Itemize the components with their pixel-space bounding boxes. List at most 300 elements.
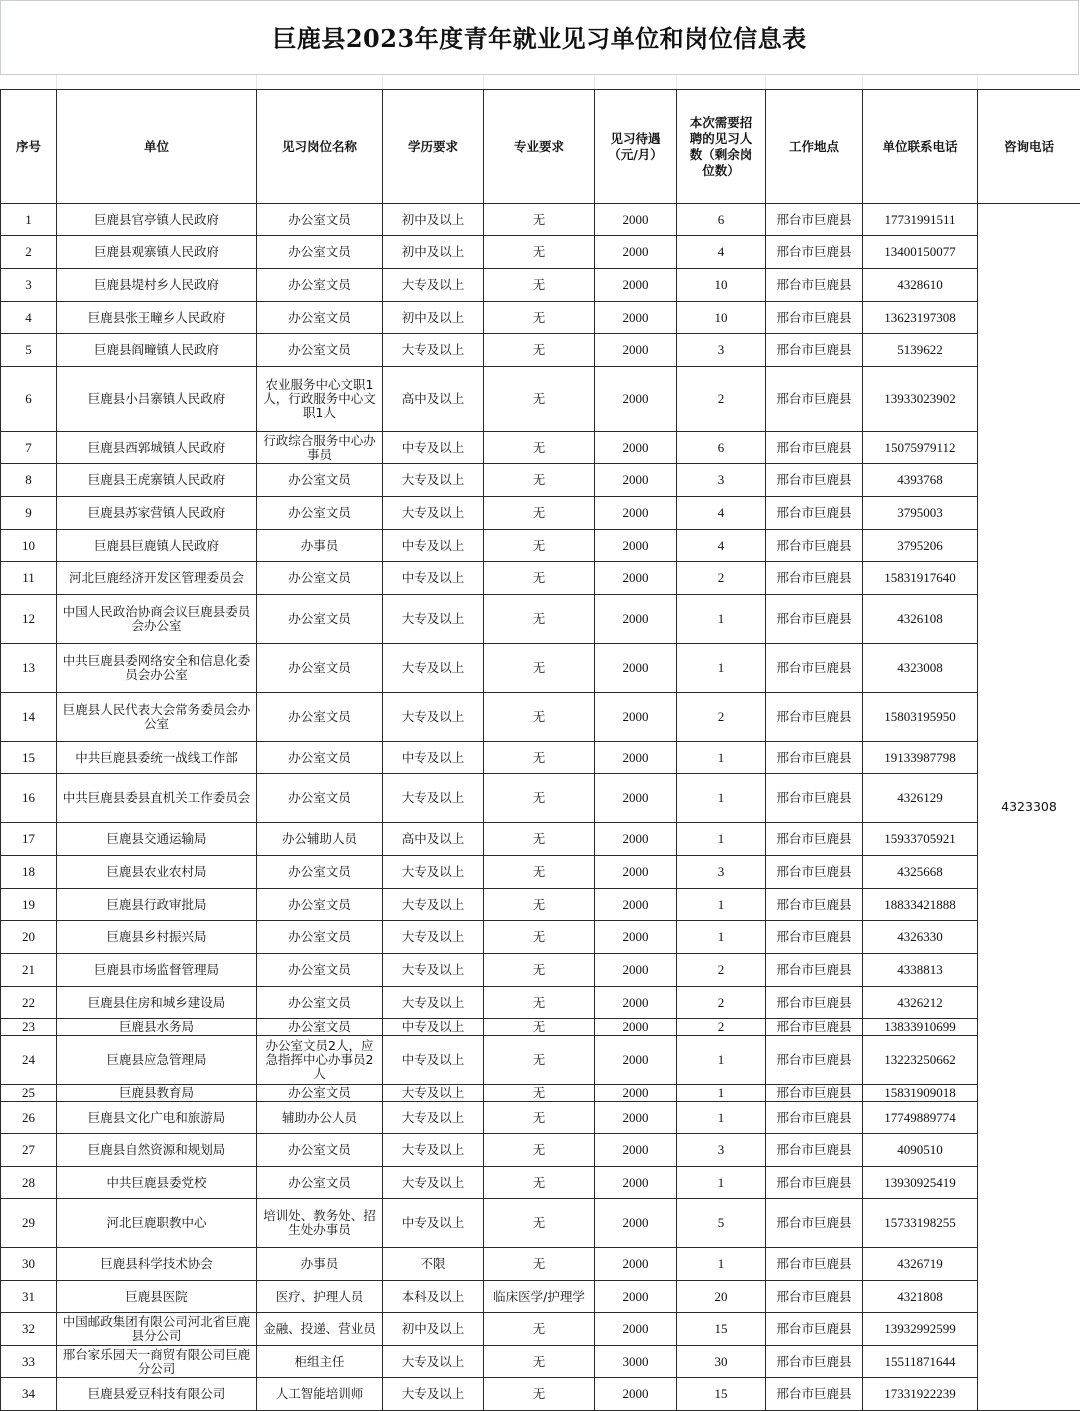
cell-pay: 2000 (595, 823, 677, 856)
cell-major: 无 (484, 921, 595, 954)
cell-edu: 大专及以上 (383, 693, 484, 742)
cell-post: 办公室文员 (257, 204, 383, 236)
cell-unit: 巨鹿县住房和城乡建设局 (57, 987, 257, 1019)
cell-major: 无 (484, 432, 595, 464)
cell-phone: 17731991511 (863, 204, 978, 236)
table-row (1, 954, 1080, 987)
cell-pay: 2000 (595, 1199, 677, 1248)
cell-place: 邢台市巨鹿县 (766, 1019, 863, 1036)
cell-seq: 30 (1, 1248, 57, 1281)
table-row (1, 889, 1080, 921)
cell-phone: 4326719 (863, 1248, 978, 1281)
cell-seq: 7 (1, 432, 57, 464)
table-row (1, 1102, 1080, 1134)
cell-post: 金融、投递、营业员 (257, 1313, 383, 1346)
cell-place: 邢台市巨鹿县 (766, 1248, 863, 1281)
cell-phone: 13623197308 (863, 302, 978, 334)
cell-seq: 32 (1, 1313, 57, 1346)
header-post: 见习岗位名称 (257, 90, 383, 204)
cell-count: 6 (677, 432, 766, 464)
cell-pay: 2000 (595, 1019, 677, 1036)
cell-unit: 中国邮政集团有限公司河北省巨鹿县分公司 (57, 1313, 257, 1346)
cell-edu: 初中及以上 (383, 302, 484, 334)
cell-post: 办公室文员 (257, 921, 383, 954)
cell-major: 无 (484, 823, 595, 856)
cell-edu: 高中及以上 (383, 367, 484, 432)
cell-place: 邢台市巨鹿县 (766, 1313, 863, 1346)
table-row (1, 367, 1080, 432)
cell-edu: 中专及以上 (383, 1019, 484, 1036)
cell-seq: 18 (1, 856, 57, 889)
cell-place: 邢台市巨鹿县 (766, 693, 863, 742)
cell-phone: 4321808 (863, 1281, 978, 1313)
cell-edu: 大专及以上 (383, 1102, 484, 1134)
cell-pay: 2000 (595, 644, 677, 693)
cell-seq: 11 (1, 562, 57, 595)
header-seq: 序号 (1, 90, 57, 204)
cell-major: 无 (484, 595, 595, 644)
table-row (1, 742, 1080, 774)
cell-phone: 4326108 (863, 595, 978, 644)
cell-phone: 4338813 (863, 954, 978, 987)
table-row (1, 1019, 1080, 1036)
cell-unit: 巨鹿县科学技术协会 (57, 1248, 257, 1281)
header-count: 本次需要招聘的见习人数（剩余岗位数） (677, 90, 766, 204)
cell-pay: 2000 (595, 302, 677, 334)
cell-unit: 巨鹿县交通运输局 (57, 823, 257, 856)
cell-count: 1 (677, 644, 766, 693)
cell-phone: 15803195950 (863, 693, 978, 742)
cell-edu: 初中及以上 (383, 1313, 484, 1346)
cell-count: 2 (677, 367, 766, 432)
cell-unit: 巨鹿县农业农村局 (57, 856, 257, 889)
cell-pay: 2000 (595, 204, 677, 236)
cell-unit: 中共巨鹿县委县直机关工作委员会 (57, 774, 257, 823)
cell-seq: 3 (1, 269, 57, 302)
cell-phone: 15075979112 (863, 432, 978, 464)
cell-place: 邢台市巨鹿县 (766, 334, 863, 367)
cell-edu: 大专及以上 (383, 954, 484, 987)
cell-major: 无 (484, 774, 595, 823)
cell-seq: 27 (1, 1134, 57, 1167)
cell-edu: 高中及以上 (383, 823, 484, 856)
cell-seq: 20 (1, 921, 57, 954)
cell-place: 邢台市巨鹿县 (766, 1102, 863, 1134)
table-row (1, 562, 1080, 595)
cell-phone: 4325668 (863, 856, 978, 889)
cell-post: 办公室文员2人，应急指挥中心办事员2人 (257, 1036, 383, 1085)
cell-phone: 4090510 (863, 1134, 978, 1167)
cell-seq: 17 (1, 823, 57, 856)
cell-post: 办公室文员 (257, 742, 383, 774)
cell-place: 邢台市巨鹿县 (766, 204, 863, 236)
cell-phone: 4393768 (863, 464, 978, 497)
cell-unit: 巨鹿县水务局 (57, 1019, 257, 1036)
cell-major: 无 (484, 693, 595, 742)
cell-post: 人工智能培训师 (257, 1378, 383, 1411)
cell-post: 辅助办公人员 (257, 1102, 383, 1134)
cell-count: 2 (677, 954, 766, 987)
cell-major: 无 (484, 1378, 595, 1411)
header-row (1, 90, 1080, 204)
cell-seq: 4 (1, 302, 57, 334)
cell-phone: 4326129 (863, 774, 978, 823)
cell-count: 30 (677, 1346, 766, 1378)
cell-major: 无 (484, 562, 595, 595)
cell-seq: 16 (1, 774, 57, 823)
cell-post: 行政综合服务中心办事员 (257, 432, 383, 464)
cell-pay: 2000 (595, 693, 677, 742)
cell-place: 邢台市巨鹿县 (766, 432, 863, 464)
cell-count: 1 (677, 1248, 766, 1281)
cell-place: 邢台市巨鹿县 (766, 1167, 863, 1199)
cell-place: 邢台市巨鹿县 (766, 987, 863, 1019)
header-edu: 学历要求 (383, 90, 484, 204)
cell-edu: 中专及以上 (383, 1199, 484, 1248)
cell-edu: 大专及以上 (383, 987, 484, 1019)
cell-post: 办公室文员 (257, 774, 383, 823)
cell-edu: 大专及以上 (383, 334, 484, 367)
cell-place: 邢台市巨鹿县 (766, 1378, 863, 1411)
cell-phone: 13400150077 (863, 236, 978, 269)
cell-post: 办公室文员 (257, 644, 383, 693)
cell-seq: 8 (1, 464, 57, 497)
cell-count: 3 (677, 334, 766, 367)
cell-count: 1 (677, 1167, 766, 1199)
cell-major: 无 (484, 1346, 595, 1378)
cell-edu: 中专及以上 (383, 742, 484, 774)
cell-phone: 15831917640 (863, 562, 978, 595)
cell-pay: 2000 (595, 1167, 677, 1199)
cell-unit: 巨鹿县堤村乡人民政府 (57, 269, 257, 302)
cell-place: 邢台市巨鹿县 (766, 302, 863, 334)
cell-edu: 大专及以上 (383, 1378, 484, 1411)
table-row (1, 774, 1080, 823)
cell-unit: 巨鹿县自然资源和规划局 (57, 1134, 257, 1167)
cell-unit: 河北巨鹿经济开发区管理委员会 (57, 562, 257, 595)
cell-major: 无 (484, 204, 595, 236)
spacer-row (0, 75, 1080, 89)
cell-unit: 巨鹿县小吕寨镇人民政府 (57, 367, 257, 432)
cell-edu: 初中及以上 (383, 204, 484, 236)
cell-major: 无 (484, 1313, 595, 1346)
cell-count: 4 (677, 497, 766, 530)
cell-post: 办公室文员 (257, 1134, 383, 1167)
cell-seq: 34 (1, 1378, 57, 1411)
cell-edu: 中专及以上 (383, 432, 484, 464)
cell-place: 邢台市巨鹿县 (766, 236, 863, 269)
cell-count: 20 (677, 1281, 766, 1313)
cell-phone: 4326330 (863, 921, 978, 954)
cell-place: 邢台市巨鹿县 (766, 497, 863, 530)
cell-major: 无 (484, 334, 595, 367)
cell-major: 无 (484, 1036, 595, 1085)
cell-seq: 15 (1, 742, 57, 774)
cell-phone: 15933705921 (863, 823, 978, 856)
cell-post: 办公室文员 (257, 464, 383, 497)
cell-post: 办公室文员 (257, 595, 383, 644)
cell-edu: 大专及以上 (383, 921, 484, 954)
cell-seq: 5 (1, 334, 57, 367)
cell-seq: 31 (1, 1281, 57, 1313)
cell-pay: 2000 (595, 856, 677, 889)
cell-pay: 2000 (595, 1134, 677, 1167)
cell-major: 无 (484, 367, 595, 432)
cell-major: 无 (484, 269, 595, 302)
table-row (1, 1281, 1080, 1313)
cell-place: 邢台市巨鹿县 (766, 269, 863, 302)
cell-phone: 13933023902 (863, 367, 978, 432)
cell-unit: 中共巨鹿县委网络安全和信息化委员会办公室 (57, 644, 257, 693)
cell-pay: 2000 (595, 1102, 677, 1134)
table-row (1, 693, 1080, 742)
cell-major: 无 (484, 302, 595, 334)
cell-post: 办公室文员 (257, 856, 383, 889)
cell-major: 无 (484, 1167, 595, 1199)
cell-major: 无 (484, 464, 595, 497)
cell-edu: 大专及以上 (383, 269, 484, 302)
cell-phone: 13930925419 (863, 1167, 978, 1199)
cell-post: 办公室文员 (257, 987, 383, 1019)
cell-edu: 大专及以上 (383, 1167, 484, 1199)
page-title: 巨鹿县2023年度青年就业见习单位和岗位信息表 (272, 24, 807, 53)
cell-phone: 15733198255 (863, 1199, 978, 1248)
cell-count: 2 (677, 562, 766, 595)
table-row (1, 1134, 1080, 1167)
cell-post: 办公室文员 (257, 236, 383, 269)
table-row (1, 204, 1080, 236)
cell-place: 邢台市巨鹿县 (766, 595, 863, 644)
cell-seq: 26 (1, 1102, 57, 1134)
cell-seq: 23 (1, 1019, 57, 1036)
cell-unit: 巨鹿县阎疃镇人民政府 (57, 334, 257, 367)
cell-seq: 9 (1, 497, 57, 530)
cell-count: 3 (677, 1134, 766, 1167)
cell-unit: 巨鹿县官亭镇人民政府 (57, 204, 257, 236)
cell-count: 6 (677, 204, 766, 236)
cell-unit: 巨鹿县文化广电和旅游局 (57, 1102, 257, 1134)
cell-unit: 邢台家乐园天一商贸有限公司巨鹿分公司 (57, 1346, 257, 1378)
table-row (1, 921, 1080, 954)
table-row (1, 236, 1080, 269)
cell-phone: 17331922239 (863, 1378, 978, 1411)
cell-unit: 中国人民政治协商会议巨鹿县委员会办公室 (57, 595, 257, 644)
cell-pay: 2000 (595, 1313, 677, 1346)
table-row (1, 1378, 1080, 1411)
cell-pay: 2000 (595, 742, 677, 774)
cell-unit: 巨鹿县应急管理局 (57, 1036, 257, 1085)
cell-unit: 巨鹿县西郭城镇人民政府 (57, 432, 257, 464)
cell-pay: 2000 (595, 889, 677, 921)
cell-place: 邢台市巨鹿县 (766, 530, 863, 562)
header-consult: 咨询电话 (978, 90, 1080, 204)
cell-place: 邢台市巨鹿县 (766, 889, 863, 921)
cell-seq: 21 (1, 954, 57, 987)
cell-edu: 大专及以上 (383, 497, 484, 530)
cell-seq: 25 (1, 1085, 57, 1102)
cell-post: 办公室文员 (257, 889, 383, 921)
table-row (1, 823, 1080, 856)
cell-pay: 2000 (595, 987, 677, 1019)
cell-count: 1 (677, 595, 766, 644)
cell-count: 1 (677, 921, 766, 954)
cell-pay: 3000 (595, 1346, 677, 1378)
cell-count: 10 (677, 269, 766, 302)
cell-count: 2 (677, 693, 766, 742)
cell-seq: 12 (1, 595, 57, 644)
cell-place: 邢台市巨鹿县 (766, 742, 863, 774)
cell-major: 无 (484, 1085, 595, 1102)
cell-count: 1 (677, 889, 766, 921)
cell-post: 办公室文员 (257, 269, 383, 302)
cell-count: 1 (677, 1036, 766, 1085)
cell-post: 办公室文员 (257, 954, 383, 987)
header-phone: 单位联系电话 (863, 90, 978, 204)
cell-pay: 2000 (595, 334, 677, 367)
header-unit: 单位 (57, 90, 257, 204)
cell-post: 办公室文员 (257, 1019, 383, 1036)
cell-count: 2 (677, 987, 766, 1019)
cell-post: 办事员 (257, 1248, 383, 1281)
cell-place: 邢台市巨鹿县 (766, 1036, 863, 1085)
cell-place: 邢台市巨鹿县 (766, 1134, 863, 1167)
cell-seq: 6 (1, 367, 57, 432)
cell-place: 邢台市巨鹿县 (766, 1199, 863, 1248)
cell-phone: 18833421888 (863, 889, 978, 921)
cell-count: 1 (677, 1085, 766, 1102)
cell-post: 办公室文员 (257, 1085, 383, 1102)
job-table (0, 89, 1080, 1411)
cell-major: 无 (484, 954, 595, 987)
cell-post: 办公室文员 (257, 1167, 383, 1199)
cell-phone: 3795206 (863, 530, 978, 562)
cell-place: 邢台市巨鹿县 (766, 367, 863, 432)
cell-phone: 4326212 (863, 987, 978, 1019)
cell-major: 无 (484, 856, 595, 889)
table-row (1, 302, 1080, 334)
cell-seq: 13 (1, 644, 57, 693)
cell-place: 邢台市巨鹿县 (766, 644, 863, 693)
table-row (1, 1248, 1080, 1281)
cell-place: 邢台市巨鹿县 (766, 774, 863, 823)
cell-edu: 大专及以上 (383, 1085, 484, 1102)
cell-pay: 2000 (595, 921, 677, 954)
cell-unit: 巨鹿县教育局 (57, 1085, 257, 1102)
cell-unit: 巨鹿县王虎寨镇人民政府 (57, 464, 257, 497)
cell-seq: 29 (1, 1199, 57, 1248)
cell-unit: 中共巨鹿县委党校 (57, 1167, 257, 1199)
cell-major: 无 (484, 236, 595, 269)
cell-edu: 大专及以上 (383, 595, 484, 644)
cell-edu: 中专及以上 (383, 530, 484, 562)
table-row (1, 644, 1080, 693)
cell-edu: 初中及以上 (383, 236, 484, 269)
table-row (1, 464, 1080, 497)
cell-unit: 巨鹿县爱豆科技有限公司 (57, 1378, 257, 1411)
cell-count: 4 (677, 236, 766, 269)
table-row (1, 432, 1080, 464)
cell-count: 1 (677, 742, 766, 774)
cell-count: 4 (677, 530, 766, 562)
cell-phone: 15511871644 (863, 1346, 978, 1378)
cell-seq: 22 (1, 987, 57, 1019)
cell-pay: 2000 (595, 1085, 677, 1102)
cell-seq: 14 (1, 693, 57, 742)
cell-count: 15 (677, 1378, 766, 1411)
cell-major: 无 (484, 889, 595, 921)
table-row (1, 497, 1080, 530)
cell-unit: 巨鹿县行政审批局 (57, 889, 257, 921)
cell-phone: 19133987798 (863, 742, 978, 774)
cell-unit: 中共巨鹿县委统一战线工作部 (57, 742, 257, 774)
cell-place: 邢台市巨鹿县 (766, 1281, 863, 1313)
cell-pay: 2000 (595, 1248, 677, 1281)
cell-unit: 巨鹿县苏家营镇人民政府 (57, 497, 257, 530)
cell-pay: 2000 (595, 497, 677, 530)
table-row (1, 1199, 1080, 1248)
header-pay: 见习待遇（元/月） (595, 90, 677, 204)
cell-unit: 巨鹿县巨鹿镇人民政府 (57, 530, 257, 562)
cell-major: 无 (484, 987, 595, 1019)
cell-count: 3 (677, 856, 766, 889)
cell-count: 15 (677, 1313, 766, 1346)
cell-pay: 2000 (595, 1281, 677, 1313)
cell-phone: 4328610 (863, 269, 978, 302)
cell-pay: 2000 (595, 562, 677, 595)
cell-count: 2 (677, 1019, 766, 1036)
cell-pay: 2000 (595, 269, 677, 302)
table-row (1, 1036, 1080, 1085)
cell-count: 1 (677, 823, 766, 856)
cell-major: 无 (484, 742, 595, 774)
cell-major: 无 (484, 1199, 595, 1248)
cell-unit: 巨鹿县医院 (57, 1281, 257, 1313)
cell-phone: 17749889774 (863, 1102, 978, 1134)
cell-place: 邢台市巨鹿县 (766, 921, 863, 954)
cell-major: 无 (484, 1248, 595, 1281)
cell-post: 医疗、护理人员 (257, 1281, 383, 1313)
cell-seq: 2 (1, 236, 57, 269)
cell-pay: 2000 (595, 464, 677, 497)
cell-pay: 2000 (595, 1036, 677, 1085)
cell-pay: 2000 (595, 774, 677, 823)
cell-seq: 19 (1, 889, 57, 921)
cell-major: 无 (484, 644, 595, 693)
cell-major: 临床医学/护理学 (484, 1281, 595, 1313)
cell-post: 培训处、教务处、招生处办事员 (257, 1199, 383, 1248)
header-major: 专业要求 (484, 90, 595, 204)
cell-phone: 13833910699 (863, 1019, 978, 1036)
cell-major: 无 (484, 1102, 595, 1134)
cell-edu: 大专及以上 (383, 464, 484, 497)
cell-pay: 2000 (595, 1378, 677, 1411)
cell-post: 办公室文员 (257, 497, 383, 530)
cell-seq: 1 (1, 204, 57, 236)
table-row (1, 1346, 1080, 1378)
cell-unit: 巨鹿县市场监督管理局 (57, 954, 257, 987)
cell-pay: 2000 (595, 954, 677, 987)
cell-seq: 33 (1, 1346, 57, 1378)
cell-edu: 大专及以上 (383, 856, 484, 889)
table-row (1, 856, 1080, 889)
cell-post: 农业服务中心文职1人，行政服务中心文职1人 (257, 367, 383, 432)
cell-phone: 5139622 (863, 334, 978, 367)
cell-major: 无 (484, 1134, 595, 1167)
cell-post: 办公室文员 (257, 302, 383, 334)
cell-count: 10 (677, 302, 766, 334)
cell-edu: 不限 (383, 1248, 484, 1281)
cell-unit: 巨鹿县观寨镇人民政府 (57, 236, 257, 269)
